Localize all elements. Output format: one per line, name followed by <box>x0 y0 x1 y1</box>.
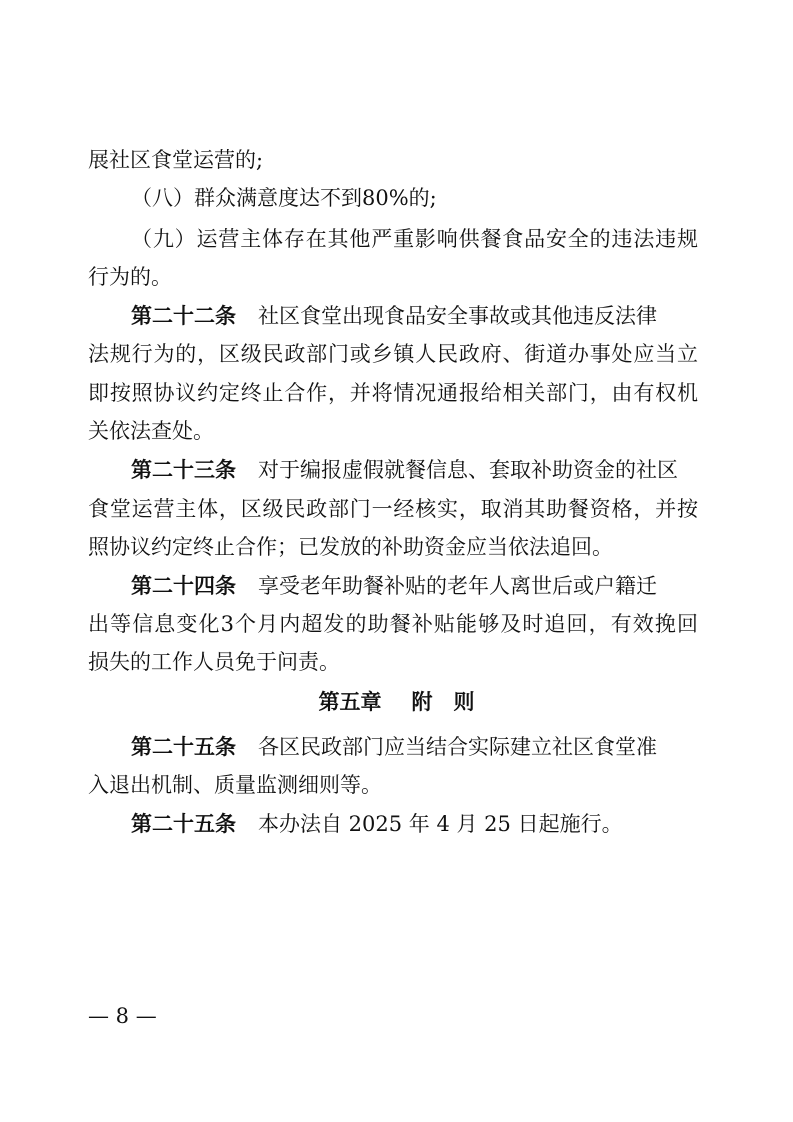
text-line: 出等信息变化3个月内超发的助餐补贴能够及时追回，有效挽回 <box>88 612 698 636</box>
text-line: 本办法自 2025 年 4 月 25 日起施行。 <box>258 812 623 836</box>
text-line: 对于编报虚假就餐信息、套取补助资金的社区 <box>258 458 678 482</box>
paragraph-line <box>88 648 793 676</box>
text-line: 损失的工作人员免于问责。 <box>88 650 340 674</box>
text-line: 照协议约定终止合作；已发放的补助资金应当依法追回。 <box>88 535 613 559</box>
article-24-label: 第二十四条 <box>131 574 236 598</box>
article-22-line-1 <box>131 302 793 330</box>
paragraph-line <box>88 417 793 445</box>
paragraph-line <box>88 146 793 174</box>
article-25a-label: 第二十五条 <box>131 735 236 759</box>
chapter-number: 第五章 <box>318 690 382 714</box>
paragraph-line <box>88 379 698 407</box>
article-24-line-1 <box>131 572 793 600</box>
text-line: 行为的。 <box>88 265 172 289</box>
paragraph-line <box>131 184 793 212</box>
paragraph-line <box>88 263 793 291</box>
paragraph-line <box>88 340 698 368</box>
text-line: 展社区食堂运营的; <box>88 148 264 172</box>
text-line: （八）群众满意度达不到80%的; <box>131 186 437 210</box>
text-line: 关依法查处。 <box>88 419 214 443</box>
paragraph-line <box>88 610 698 638</box>
page-number: — 8 — <box>88 1004 157 1028</box>
text-line: 即按照协议约定终止合作，并将情况通报给相关部门，由有权机 <box>88 381 698 405</box>
article-25a-line-1 <box>131 733 793 761</box>
chapter-heading <box>0 688 793 716</box>
text-line: 享受老年助餐补贴的老年人离世后或户籍迁 <box>258 574 657 598</box>
text-line: （九）运营主体存在其他严重影响供餐食品安全的违法违规 <box>131 227 698 251</box>
paragraph-line <box>88 533 793 561</box>
article-25b-line-1 <box>131 810 793 838</box>
text-line: 食堂运营主体，区级民政部门一经核实，取消其助餐资格，并按 <box>88 497 698 521</box>
text-line: 各区民政部门应当结合实际建立社区食堂准 <box>258 735 657 759</box>
chapter-title: 附 则 <box>411 690 475 714</box>
text-line: 社区食堂出现食品安全事故或其他违反法律 <box>258 304 657 328</box>
article-25b-label: 第二十五条 <box>131 812 236 836</box>
article-23-label: 第二十三条 <box>131 458 236 482</box>
text-line: 入退出机制、质量监测细则等。 <box>88 773 382 797</box>
article-22-label: 第二十二条 <box>131 304 236 328</box>
text-line: 法规行为的，区级民政部门或乡镇人民政府、街道办事处应当立 <box>88 342 698 366</box>
paragraph-line <box>88 495 698 523</box>
paragraph-line <box>88 771 793 799</box>
article-23-line-1 <box>131 456 793 484</box>
paragraph-line <box>131 225 698 253</box>
